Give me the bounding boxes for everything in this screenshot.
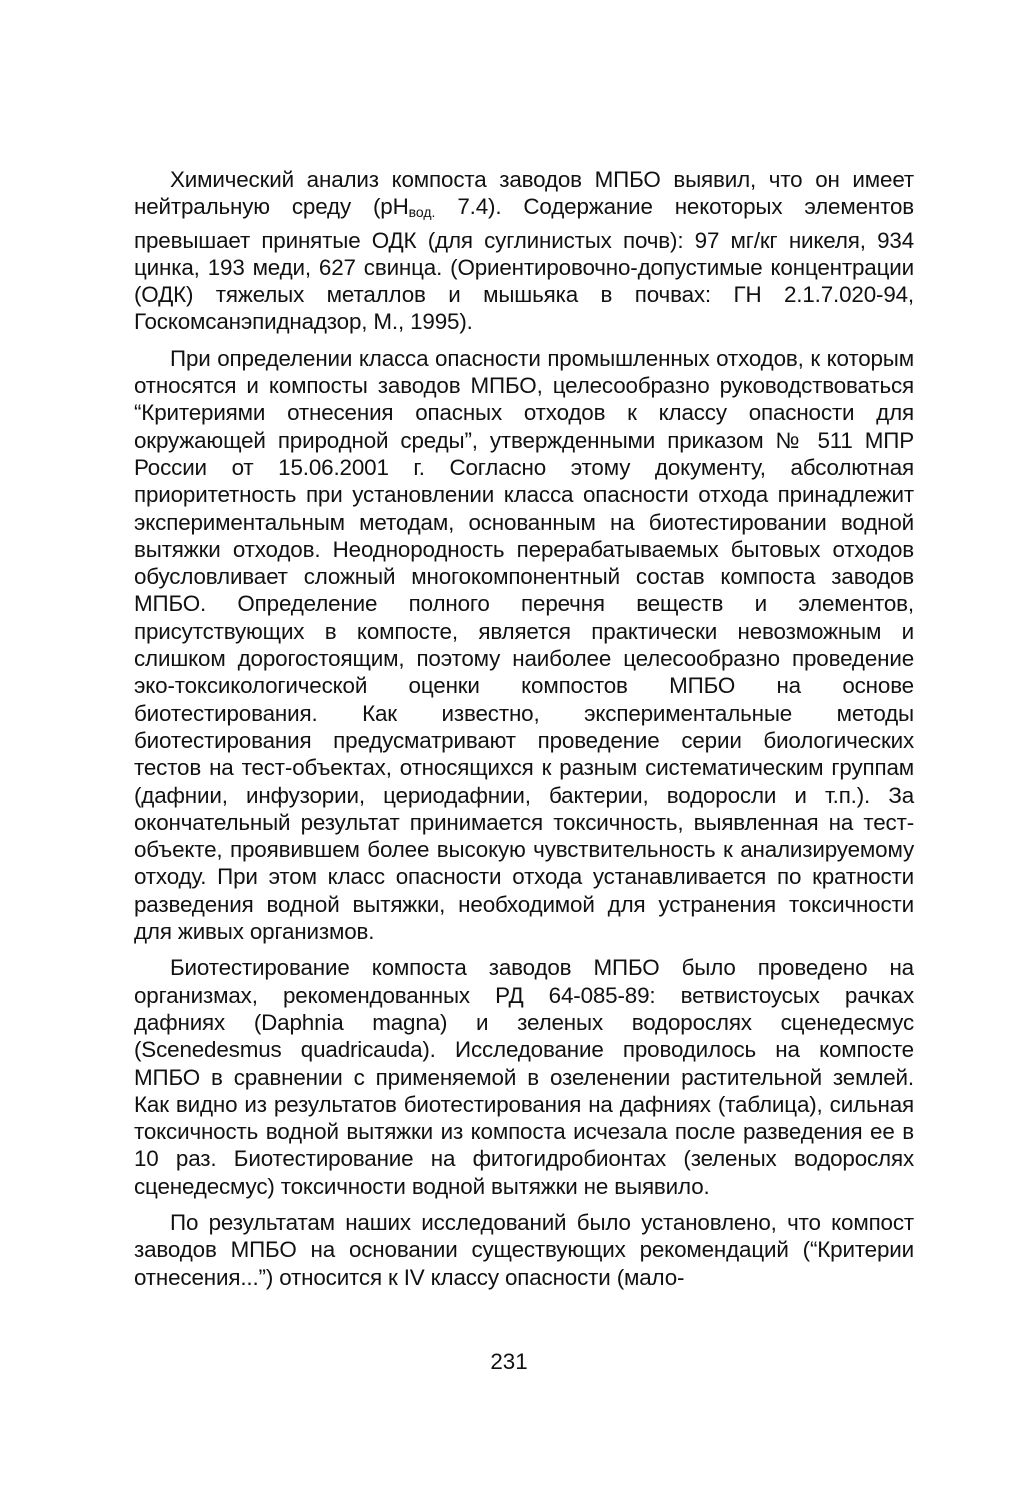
page-number: 231 xyxy=(490,1349,528,1374)
paragraph-chemical-analysis xyxy=(134,166,914,336)
paragraph-text: Химический анализ компоста заводов МПБО выявил, что он имеет нейтральную среду (pH xyxy=(134,167,914,220)
paragraph-results: По результатам наших исследований было установлено, что компост заводов МПБО на основании существующих рекомендаций (“Критерии отнесения...”) относится к IV классу опасности (мало- xyxy=(134,1209,914,1290)
body-text xyxy=(134,166,914,1291)
paragraph-biotesting: Биотестирование компоста заводов МПБО было проведено на организмах, рекомендованных РД 64-085-89: ветвистоусых рачках дафниях (Daphnia magna) и зеленых водорослях сценедесмус (Scenedesmus quadricauda). Исследование проводилось на компосте МПБО в сравнении с применяемой в озеленении растительной землей. Как видно из результатов биотестирования на дафниях (таблица), сильная токсичность водной вытяжки из компоста исчезала после разведения ее в 10 раз. Биотестирование на фитогидробионтах (зеленых водорослях сценедесмус) токсичности водной вытяжки не выявило. xyxy=(134,955,914,1199)
paragraph-hazard-class: При определении класса опасности промышленных отходов, к которым относятся и компосты заводов МПБО, целесообразно руководствоваться “Критериями отнесения опасных отходов к классу опасности для окружающей природной среды”, утвержденными приказом № 511 МПР России от 15.06.2001 г. Согласно этому документу, абсолютная приоритетность при установлении класса опасности отхода принадлежит экспериментальным методам, основанным на биотестировании водной вытяжки отходов. Неоднородность перерабатываемых бытовых отходов обусловливает сложный многокомпонентный состав компоста заводов МПБО. Определение полного перечня веществ и элементов, присутствующих в компосте, является практически невозможным и слишком дорогостоящим, поэтому наиболее целесообразно проведение эко-токсикологической оценки компостов МПБО на основе биотестирования. Как известно, экспериментальные методы биотестирования предусматривают проведение серии биологических тестов на тест-объектах, относящихся к разным систематическим группам (дафнии, инфузории, цериодафнии, бактерии, водоросли и т.п.). За окончательный результат принимается токсичность, выявленная на тест-объекте, проявившем более высокую чувствительность к анализируемому отходу. При этом класс опасности отхода устанавливается по кратности разведения водной вытяжки, необходимой для устранения токсичности для живых организмов. xyxy=(134,345,914,945)
paragraph-text: 7.4). Содержание некоторых элементов превышает принятые ОДК (для суглинистых почв): 97 мг/кг никеля, 934 цинка, 193 меди, 627 свинца. (Ориентировочно-допустимые концентрации (ОДК) тяжелых металлов и мышьяка в почвах: ГН 2.1.7.020-94, Госкомсанэпиднадзор, М., 1995). xyxy=(134,194,915,335)
ph-subscript: вод. xyxy=(408,204,436,221)
